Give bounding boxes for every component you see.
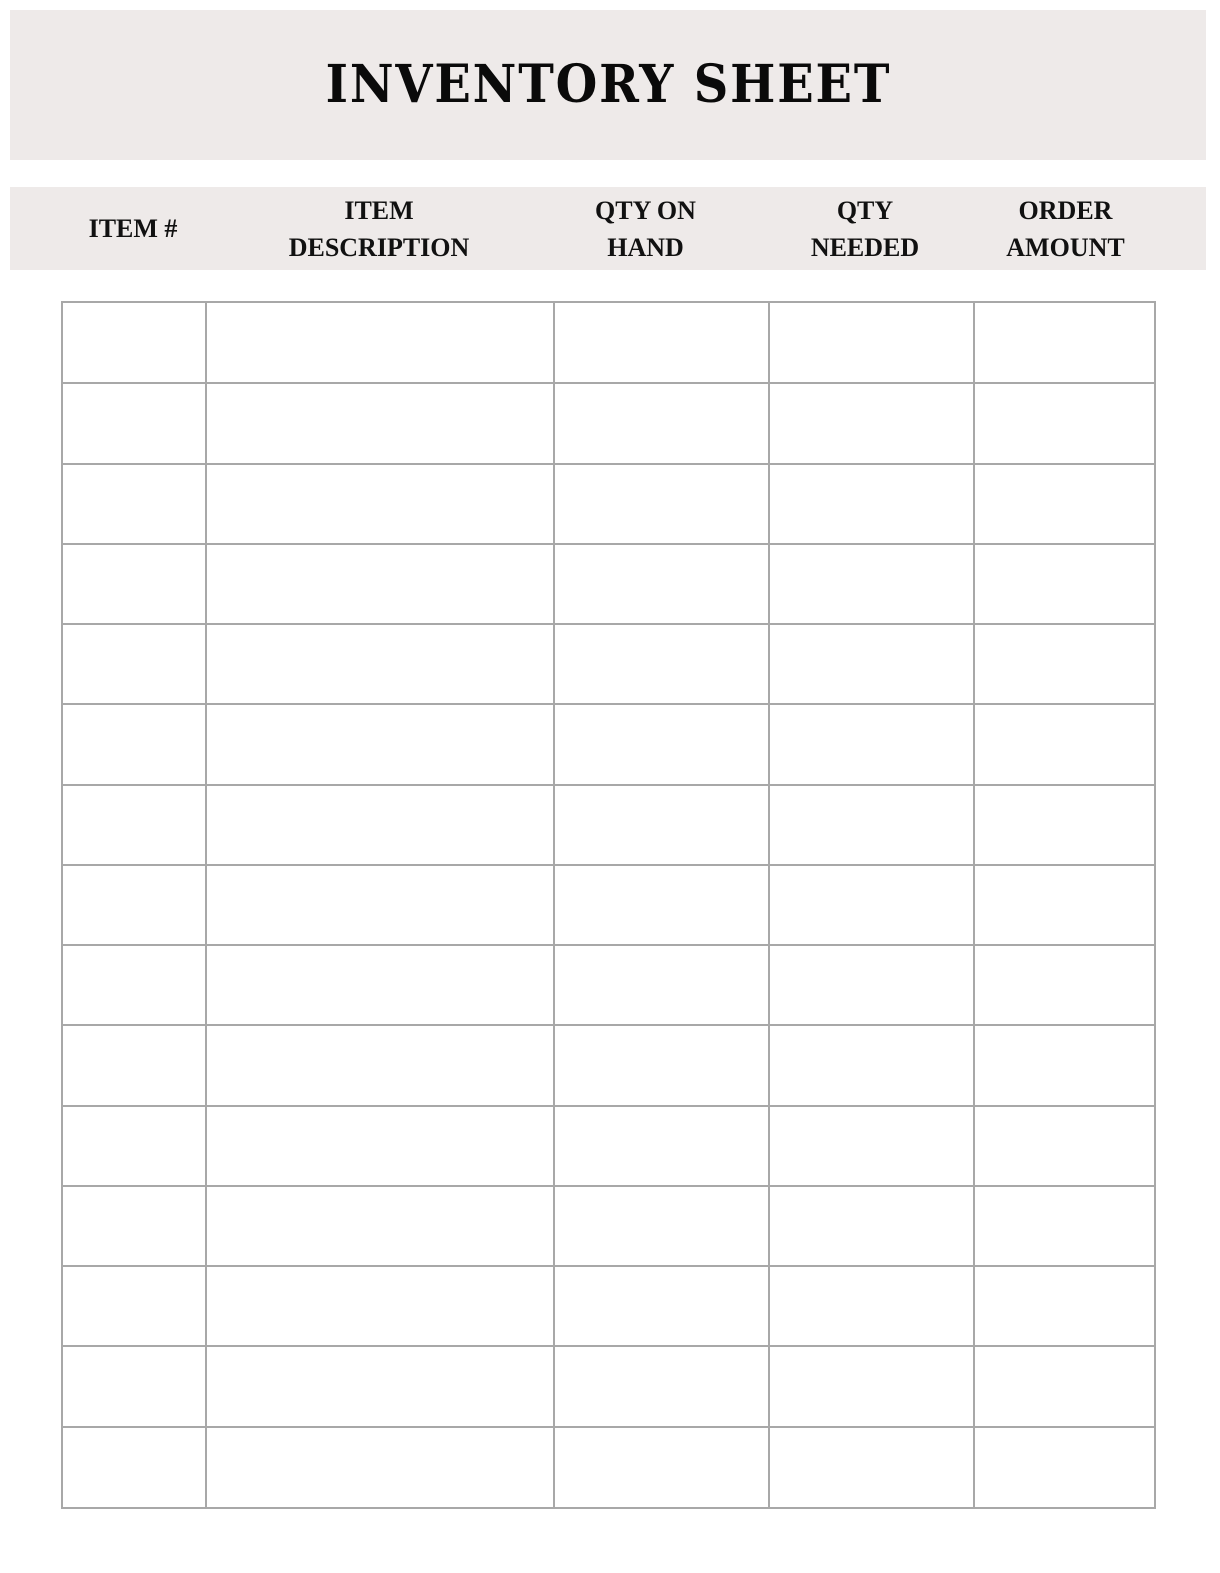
inventory-table — [61, 301, 1156, 1509]
column-header-qty-on-hand — [538, 187, 753, 270]
table-cell[interactable] — [975, 545, 1152, 622]
table-cell[interactable] — [555, 384, 767, 461]
page-title: INVENTORY SHEET — [325, 53, 891, 115]
table-cell[interactable] — [64, 625, 204, 702]
table-cell[interactable] — [64, 1187, 204, 1264]
table-cell[interactable] — [207, 1428, 552, 1505]
table-cell[interactable] — [555, 625, 767, 702]
column-header-line: NEEDED — [810, 232, 920, 262]
table-cell[interactable] — [770, 384, 972, 461]
table-cell[interactable] — [207, 1107, 552, 1184]
table-cell[interactable] — [64, 1347, 204, 1424]
table-cell[interactable] — [975, 786, 1152, 863]
column-header-line: DESCRIPTION — [288, 232, 470, 262]
table-cell[interactable] — [975, 384, 1152, 461]
table-cell[interactable] — [555, 1187, 767, 1264]
table-cell[interactable] — [555, 1347, 767, 1424]
table-cell[interactable] — [555, 1107, 767, 1184]
table-cell[interactable] — [975, 1428, 1152, 1505]
table-cell[interactable] — [770, 786, 972, 863]
table-cell[interactable] — [207, 866, 552, 943]
table-cell[interactable] — [555, 866, 767, 943]
table-cell[interactable] — [770, 705, 972, 782]
table-cell[interactable] — [64, 1428, 204, 1505]
table-cell[interactable] — [555, 946, 767, 1023]
table-cell[interactable] — [975, 1187, 1152, 1264]
table-cell[interactable] — [64, 946, 204, 1023]
column-header-qty-needed — [760, 187, 970, 270]
table-cell[interactable] — [975, 866, 1152, 943]
table-cell[interactable] — [770, 304, 972, 381]
table-cell[interactable] — [770, 866, 972, 943]
table-cell[interactable] — [207, 705, 552, 782]
column-header-line: AMOUNT — [1006, 232, 1125, 262]
table-cell[interactable] — [975, 946, 1152, 1023]
table-cell[interactable] — [207, 1267, 552, 1344]
table-cell[interactable] — [975, 1267, 1152, 1344]
column-header-line: QTY ON — [595, 195, 696, 225]
table-cell[interactable] — [64, 545, 204, 622]
table-cell[interactable] — [64, 384, 204, 461]
table-cell[interactable] — [770, 946, 972, 1023]
table-cell[interactable] — [555, 545, 767, 622]
table-cell[interactable] — [64, 465, 204, 542]
table-cell[interactable] — [975, 1347, 1152, 1424]
table-cell[interactable] — [975, 465, 1152, 542]
table-cell[interactable] — [770, 1428, 972, 1505]
table-cell[interactable] — [64, 1107, 204, 1184]
column-header-item-description — [205, 187, 553, 270]
table-cell[interactable] — [555, 1026, 767, 1103]
column-header-line: QTY — [836, 195, 894, 225]
table-cell[interactable] — [64, 1267, 204, 1344]
table-cell[interactable] — [64, 786, 204, 863]
column-header-order-amount — [973, 187, 1158, 270]
table-cell[interactable] — [770, 1347, 972, 1424]
table-cell[interactable] — [64, 705, 204, 782]
table-cell[interactable] — [207, 465, 552, 542]
table-cell[interactable] — [64, 304, 204, 381]
table-cell[interactable] — [207, 545, 552, 622]
table-cell[interactable] — [207, 946, 552, 1023]
table-cell[interactable] — [207, 786, 552, 863]
table-cell[interactable] — [555, 705, 767, 782]
table-cell[interactable] — [975, 1026, 1152, 1103]
table-cell[interactable] — [64, 866, 204, 943]
table-cell[interactable] — [207, 1026, 552, 1103]
table-cell[interactable] — [555, 1428, 767, 1505]
table-cell[interactable] — [555, 786, 767, 863]
table-cell[interactable] — [770, 545, 972, 622]
table-cell[interactable] — [770, 625, 972, 702]
table-cell[interactable] — [555, 1267, 767, 1344]
table-cell[interactable] — [770, 465, 972, 542]
table-cell[interactable] — [207, 304, 552, 381]
table-cell[interactable] — [64, 1026, 204, 1103]
column-header-line: ITEM # — [88, 214, 178, 243]
table-cell[interactable] — [207, 625, 552, 702]
table-cell[interactable] — [207, 384, 552, 461]
table-cell[interactable] — [207, 1347, 552, 1424]
column-header-item-number — [61, 187, 205, 270]
column-header-line: ITEM — [344, 195, 414, 225]
column-header-line: HAND — [607, 232, 684, 262]
table-cell[interactable] — [770, 1107, 972, 1184]
table-cell[interactable] — [555, 304, 767, 381]
title-band — [10, 10, 1206, 160]
table-cell[interactable] — [555, 465, 767, 542]
column-header-line: ORDER — [1018, 195, 1113, 225]
table-cell[interactable] — [975, 1107, 1152, 1184]
table-cell[interactable] — [975, 304, 1152, 381]
column-header-band — [10, 187, 1206, 270]
table-cell[interactable] — [770, 1267, 972, 1344]
table-cell[interactable] — [770, 1187, 972, 1264]
table-cell[interactable] — [975, 625, 1152, 702]
table-cell[interactable] — [770, 1026, 972, 1103]
table-cell[interactable] — [207, 1187, 552, 1264]
table-cell[interactable] — [975, 705, 1152, 782]
